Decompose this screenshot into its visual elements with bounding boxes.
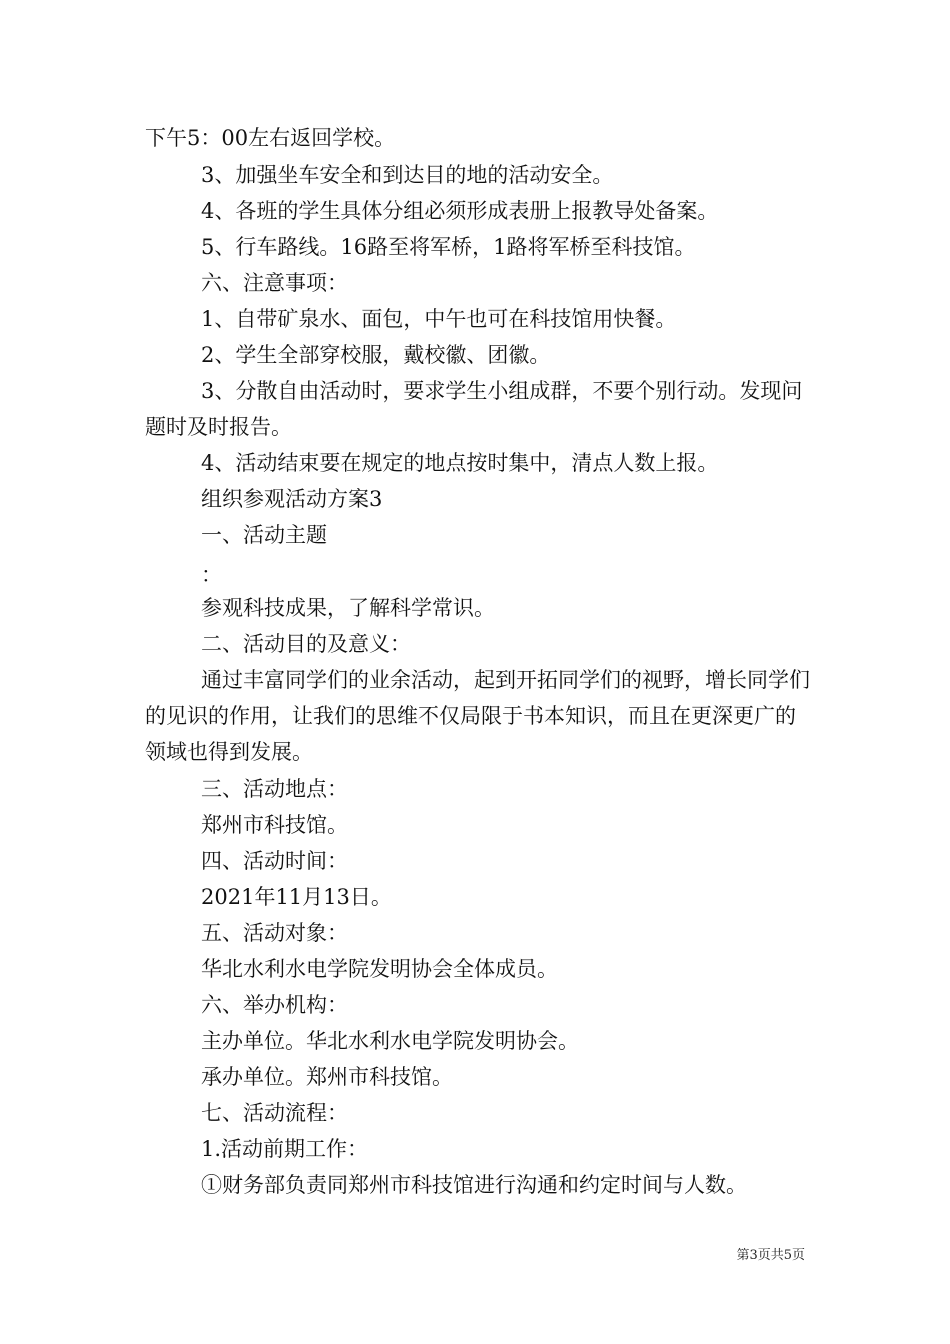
paragraph-note-3: 3、分散自由活动时，要求学生小组成群，不要个别行动。发现问题时及时报告。: [145, 379, 803, 439]
heading-location: 三、活动地点：: [201, 777, 348, 801]
paragraph-note-4: 4、活动结束要在规定的地点按时集中，清点人数上报。: [201, 451, 719, 475]
paragraph-note-1: 1、自带矿泉水、面包，中午也可在科技馆用快餐。: [201, 307, 677, 331]
paragraph-preparation: 1.活动前期工作：: [201, 1137, 369, 1161]
paragraph-date: 2021年11月13日。: [201, 885, 392, 909]
paragraph-theme: 参观科技成果，了解科学常识。: [201, 596, 495, 620]
heading-theme: 一、活动主题: [201, 523, 327, 547]
heading-purpose: 二、活动目的及意义：: [201, 632, 411, 656]
paragraph-route: 5、行车路线。16路至将军桥，1路将军桥至科技馆。: [201, 235, 696, 259]
paragraph-purpose: 通过丰富同学们的业余活动，起到开拓同学们的视野，增长同学们的见识的作用，让我们的思维不仅局限于书本知识，而且在更深更广的领域也得到发展。: [145, 668, 810, 764]
paragraph-host: 主办单位。华北水利水电学院发明协会。: [201, 1029, 579, 1053]
paragraph-safety: 3、加强坐车安全和到达目的地的活动安全。: [201, 163, 614, 187]
paragraph-grouping: 4、各班的学生具体分组必须形成表册上报教导处备案。: [201, 199, 719, 223]
heading-notes: 六、注意事项：: [201, 271, 348, 295]
paragraph-note-2: 2、学生全部穿校服，戴校徽、团徽。: [201, 343, 551, 367]
heading-organizers: 六、举办机构：: [201, 993, 348, 1017]
paragraph-finance: ①财务部负责同郑州市科技馆进行沟通和约定时间与人数。: [201, 1173, 747, 1197]
paragraph-location: 郑州市科技馆。: [201, 813, 348, 837]
heading-time: 四、活动时间：: [201, 849, 348, 873]
paragraph-audience: 华北水利水电学院发明协会全体成员。: [201, 957, 558, 981]
paragraph-return-time: 下午5：00左右返回学校。: [145, 126, 396, 150]
heading-audience: 五、活动对象：: [201, 921, 348, 945]
paragraph-colon: ：: [201, 563, 222, 587]
heading-plan-3: 组织参观活动方案3: [201, 487, 383, 511]
page-number: 第3页共5页: [736, 1248, 805, 1263]
heading-process: 七、活动流程：: [201, 1101, 348, 1125]
paragraph-organizer: 承办单位。郑州市科技馆。: [201, 1065, 453, 1089]
